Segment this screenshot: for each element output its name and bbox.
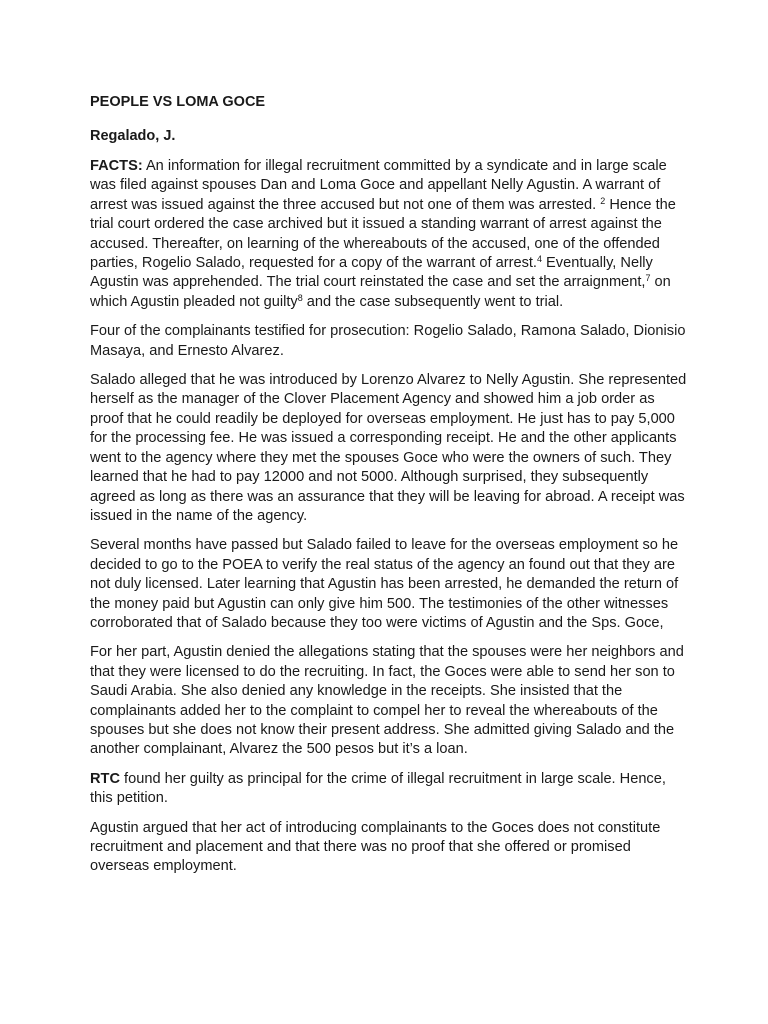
ponente: Regalado, J. [90, 128, 176, 144]
poea-paragraph: Several months have passed but Salado failed to leave for the overseas employment so he decided to go to the POEA to verify the real status of the agency an found out that they are not duly licensed. Later learning that Agustin has been arrested, he demanded the return of the money paid but Agustin can only give him 500. The testimonies of the other witnesses corroborated that of Salado because they too were victims of Agustin and the Sps. Goce, [90, 537, 679, 631]
footnote-ref: 7 [645, 273, 651, 284]
facts-paragraph [90, 157, 688, 312]
rtc-text: found her guilty as principal for the crime of illegal recruitment in large scale. Hence, this petition. [90, 770, 666, 807]
rtc-paragraph [90, 770, 688, 809]
argument-paragraph: Agustin argued that her act of introducing complainants to the Goces does not constitute recruitment and placement and that there was no proof that she offered or promised overseas employment. [90, 819, 661, 875]
facts-text-2: Hence the trial court ordered the case archived but it issued a standing warrant of arrest against the accused. Thereafter, on learning of the whereabouts of the accused, one of the offended parties, Rogelio Salado, requested for a copy of the warrant of arrest. [90, 196, 676, 272]
facts-text-3: Eventually, Nelly Agustin was apprehended. The trial court reinstated the case and set the arraignment, [90, 255, 653, 291]
witnesses-paragraph: Four of the complainants testified for prosecution: Rogelio Salado, Ramona Salado, Dionisio Masaya, and Ernesto Alvarez. [90, 323, 686, 359]
facts-text-5: and the case subsequently went to trial. [302, 293, 564, 310]
footnote-ref: 4 [536, 254, 542, 265]
footnote-ref: 2 [600, 195, 606, 206]
defense-paragraph: For her part, Agustin denied the allegations stating that the spouses were her neighbors and that they were licensed to do the recruiting. In fact, the Goces were able to send her son to Saudi Arabia. She also denied any knowledge in the receipts. She insisted that the complainants added her to the complaint to compel her to reveal the whereabouts of the spouses but she does not know their present address. She admitted giving Salado and the another complainant, Alvarez the 500 pesos but it’s a loan. [90, 644, 684, 758]
facts-text-1: An information for illegal recruitment committed by a syndicate and in large scale was filed against spouses Dan and Loma Goce and appellant Nelly Agustin. A warrant of arrest was issued against the three accused but not one of them was arrested. [90, 158, 667, 213]
footnote-ref: 8 [297, 292, 303, 303]
case-title: PEOPLE VS LOMA GOCE [90, 94, 266, 110]
facts-label: FACTS: [90, 158, 143, 174]
facts-text-4: on which Agustin pleaded not guilty [90, 274, 671, 310]
rtc-label: RTC [90, 770, 120, 787]
salado-testimony-paragraph: Salado alleged that he was introduced by Lorenzo Alvarez to Nelly Agustin. She represented herself as the manager of the Clover Placement Agency and showed him a job order as proof that he could readily be deployed for overseas employment. He just has to pay 5,000 for the processing fee. He was issued a corresponding receipt. He and the other applicants went to the agency where they met the spouses Goce who were the owners of such. They learned that he had to pay 12000 and not 5000. Although surprised, they subsequently agreed as long as there was an assurance that they will be leaving for abroad. A receipt was issued in the name of the agency. [90, 372, 687, 524]
